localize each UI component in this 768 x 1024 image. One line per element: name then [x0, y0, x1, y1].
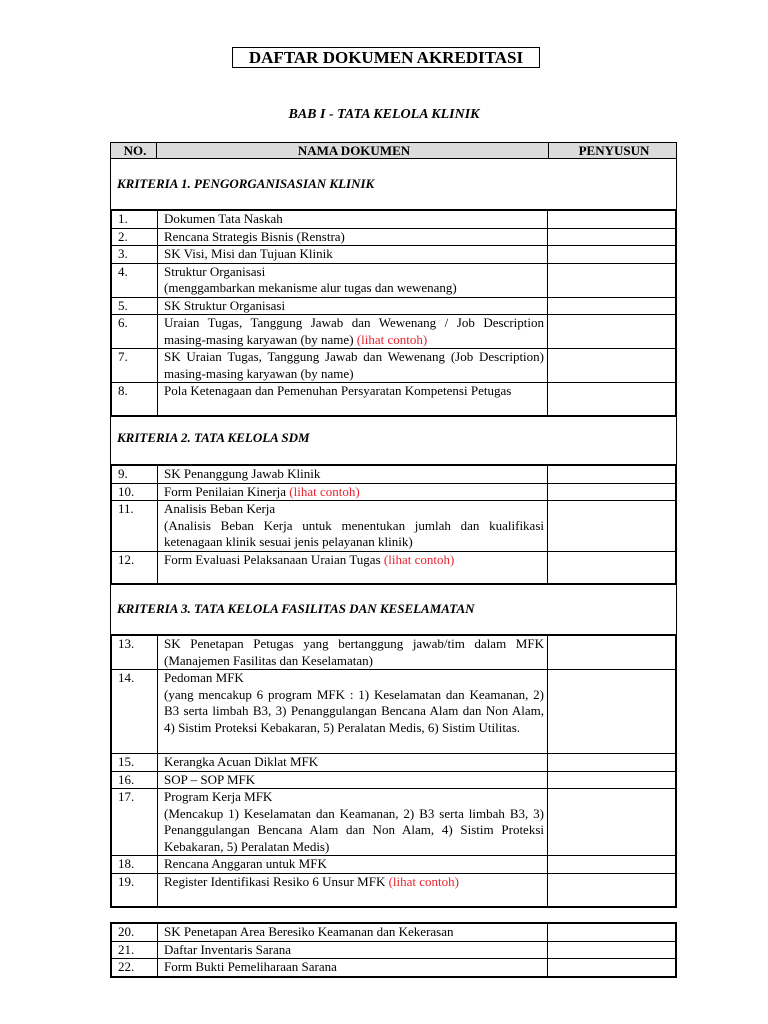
document-name-text: Program Kerja MFK — [164, 789, 273, 804]
table-row — [111, 873, 676, 907]
document-name — [158, 771, 548, 789]
document-name-text: Form Evaluasi Pelaksanaan Uraian Tugas — [164, 551, 381, 567]
table-row — [111, 246, 676, 264]
penyusun-cell — [548, 383, 677, 416]
document-name-text: SK Penetapan Area Beresiko Keamanan dan Kekerasan — [164, 924, 454, 939]
table-row — [111, 959, 676, 977]
document-name-text: Pola Ketenagaan dan Pemenuhan Persyaratan Kompetensi Petugas — [164, 383, 512, 398]
penyusun-cell — [548, 246, 677, 264]
table-row — [111, 383, 676, 416]
document-name — [158, 635, 548, 670]
document-name-text: Form Penilaian Kinerja — [164, 483, 287, 499]
table-row — [111, 789, 676, 856]
row-number: 12. — [111, 551, 158, 584]
document-name-text: Rencana Strategis Bisnis (Renstra) — [164, 228, 345, 244]
table-row — [111, 941, 676, 959]
table-row — [111, 501, 676, 552]
table-row — [111, 228, 676, 246]
row-number: 15. — [111, 754, 158, 772]
penyusun-cell — [548, 771, 677, 789]
document-name — [158, 246, 548, 264]
penyusun-cell — [548, 923, 677, 941]
row-number: 4. — [111, 263, 158, 297]
document-name — [158, 789, 548, 856]
header-table — [110, 142, 677, 159]
document-name — [158, 551, 548, 584]
lihat-contoh-link[interactable]: (lihat contoh) — [289, 483, 360, 499]
row-number: 3. — [111, 246, 158, 264]
document-name — [158, 873, 548, 907]
document-name-text: Daftar Inventaris Sarana — [164, 941, 292, 957]
penyusun-cell — [548, 210, 677, 228]
document-name-text: Struktur Organisasi — [164, 263, 266, 279]
table-row — [111, 754, 676, 772]
document-name — [158, 210, 548, 228]
document-name — [158, 349, 548, 383]
kriteria-3-table — [110, 634, 677, 908]
table-row — [111, 771, 676, 789]
table-row — [111, 263, 676, 297]
document-name — [158, 263, 548, 297]
penyusun-cell — [548, 789, 677, 856]
kriteria-1-table — [110, 209, 677, 417]
document-name-text: Pedoman MFK — [164, 670, 244, 685]
table-row — [111, 635, 676, 670]
penyusun-cell — [548, 297, 677, 315]
document-name-text: SK Uraian Tugas, Tanggung Jawab dan Wewenang (Job Description) masing-masing karyawan (by name) — [164, 349, 544, 381]
kriteria-2-heading: KRITERIA 2. TATA KELOLA SDM — [110, 412, 677, 464]
lihat-contoh-link[interactable]: (lihat contoh) — [356, 331, 428, 347]
document-name — [158, 383, 548, 416]
penyusun-cell — [548, 228, 677, 246]
penyusun-cell — [548, 873, 677, 907]
document-name — [158, 465, 548, 483]
document-name-text: (yang mencakup 6 program MFK : 1) Keselamatan dan Keamanan, 2) B3 serta limbah B3, 3) Penanggulangan Bencana Alam dan Non Alam, 4) Sistim Proteksi Kebakaran, 5) Peralatan Medis, 6) Sistim Utilitas. — [164, 686, 544, 735]
row-number: 10. — [111, 483, 158, 501]
table-row — [111, 210, 676, 228]
table-row — [111, 670, 676, 754]
table-row — [111, 923, 676, 941]
row-number: 20. — [111, 923, 158, 941]
document-name-text: SK Penanggung Jawab Klinik — [164, 466, 321, 481]
document-name — [158, 959, 548, 977]
penyusun-cell — [548, 501, 677, 552]
row-number: 21. — [111, 941, 158, 959]
document-name — [158, 754, 548, 772]
header-no: NO. — [111, 143, 157, 159]
document-name-text: Kerangka Acuan Diklat MFK — [164, 754, 319, 769]
penyusun-cell — [548, 856, 677, 874]
document-name — [158, 228, 548, 246]
lihat-contoh-link[interactable]: (lihat contoh) — [383, 551, 455, 567]
document-name-text: Form Bukti Pemeliharaan Sarana — [164, 959, 337, 974]
table-row — [111, 483, 676, 501]
penyusun-cell — [548, 670, 677, 754]
document-name-text: (Analisis Beban Kerja untuk menentukan jumlah dan kualifikasi ketenagaan klinik sesuai jenis pelayanan klinik) — [164, 517, 544, 549]
penyusun-cell — [548, 483, 677, 501]
chapter-title: BAB I - TATA KELOLA KLINIK — [288, 107, 480, 122]
document-name-text: (Mencakup 1) Keselamatan dan Keamanan, 2) B3 serta limbah B3, 3) Penanggulangan Bencana Alam dan Non Alam, 4) Sistim Proteksi Kebakaran, 5) Peralatan Medis) — [164, 805, 544, 854]
kriteria-2-table — [110, 464, 677, 585]
table-row — [111, 856, 676, 874]
penyusun-cell — [548, 959, 677, 977]
document-name-text: Register Identifikasi Resiko 6 Unsur MFK — [164, 873, 386, 889]
document-name — [158, 483, 548, 501]
kriteria-1-heading: KRITERIA 1. PENGORGANISASIAN KLINIK — [110, 159, 677, 209]
row-number: 5. — [111, 297, 158, 315]
penyusun-cell — [548, 754, 677, 772]
row-number: 6. — [111, 315, 158, 349]
document-name-text: SOP – SOP MFK — [164, 771, 256, 787]
row-number: 18. — [111, 856, 158, 874]
penyusun-cell — [548, 941, 677, 959]
document-name — [158, 923, 548, 941]
table-row — [111, 315, 676, 349]
table-row — [111, 465, 676, 483]
row-number: 14. — [111, 670, 158, 754]
row-number: 9. — [111, 465, 158, 483]
document-name-text: SK Visi, Misi dan Tujuan Klinik — [164, 246, 333, 261]
document-name — [158, 501, 548, 552]
row-number: 19. — [111, 873, 158, 907]
penyusun-cell — [548, 551, 677, 584]
penyusun-cell — [548, 315, 677, 349]
penyusun-cell — [548, 465, 677, 483]
document-name-text: SK Penetapan Petugas yang bertanggung jawab/tim dalam MFK (Manajemen Fasilitas dan Keselamatan) — [164, 636, 544, 668]
table-row — [111, 349, 676, 383]
document-name — [158, 297, 548, 315]
row-number: 16. — [111, 771, 158, 789]
document-name-text: Rencana Anggaran untuk MFK — [164, 856, 327, 871]
header-penyusun: PENYUSUN — [549, 143, 677, 159]
document-name — [158, 856, 548, 874]
document-name — [158, 670, 548, 754]
row-number: 7. — [111, 349, 158, 383]
row-number: 13. — [111, 635, 158, 670]
lihat-contoh-link[interactable]: (lihat contoh) — [388, 873, 459, 889]
document-name — [158, 315, 548, 349]
document-name — [158, 941, 548, 959]
row-number: 1. — [111, 210, 158, 228]
document-name-text: (menggambarkan mekanisme alur tugas dan wewenang) — [164, 280, 457, 295]
extra-table — [110, 922, 677, 978]
row-number: 17. — [111, 789, 158, 856]
document-name-text: Analisis Beban Kerja — [164, 501, 276, 516]
document-name-text: Uraian Tugas, Tanggung Jawab dan Wewenang / Job Description masing-masing karyawan (by name) — [164, 315, 544, 347]
row-number: 11. — [111, 501, 158, 552]
document-name-text: Dokumen Tata Naskah — [164, 211, 283, 226]
penyusun-cell — [548, 635, 677, 670]
penyusun-cell — [548, 349, 677, 383]
row-number: 22. — [111, 959, 158, 977]
table-row — [111, 297, 676, 315]
table-row — [111, 551, 676, 584]
document-title: DAFTAR DOKUMEN AKREDITASI — [232, 47, 540, 68]
kriteria-3-heading: KRITERIA 3. TATA KELOLA FASILITAS DAN KESELAMATAN — [110, 584, 677, 634]
document-name-text: SK Struktur Organisasi — [164, 297, 286, 313]
penyusun-cell — [548, 263, 677, 297]
header-nama-dokumen: NAMA DOKUMEN — [157, 143, 549, 159]
row-number: 2. — [111, 228, 158, 246]
row-number: 8. — [111, 383, 158, 416]
